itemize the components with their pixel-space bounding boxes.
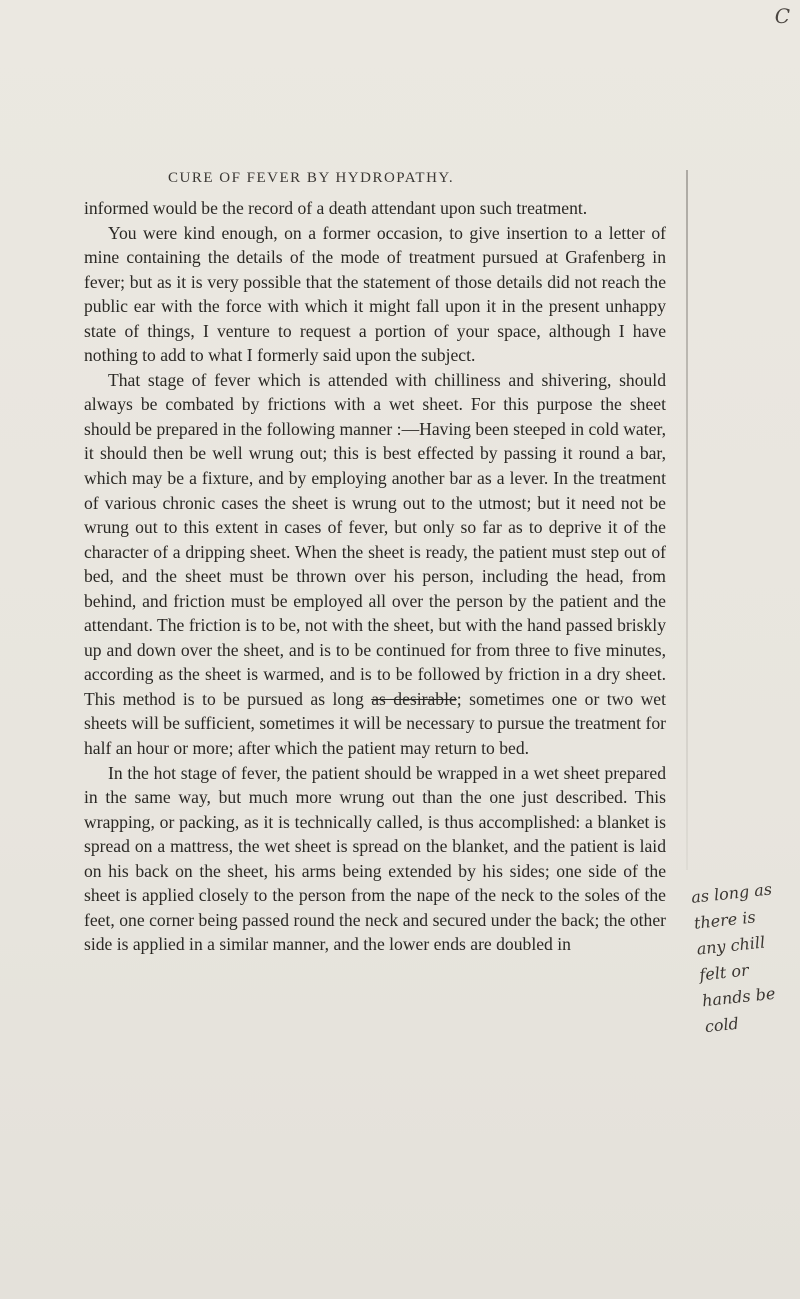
struck-text: as desirable [371,688,457,709]
note-line: any chill [695,932,766,959]
paragraph-3 [84,368,666,761]
paragraph-1: informed would be the record of a death attendant upon such treatment. [84,198,588,218]
running-header: CURE OF FEVER BY HYDROPATHY. [168,170,455,186]
paragraph-2: You were kind enough, on a former occasion, to give insertion to a letter of mine containing the details of the mode of treatment pursued at Grafenberg in fever; but as it is very possible that the statement of those details did not reach the public ear with the force with which it might fall upon it in the present unhappy state of things, I venture to request a portion of your space, although I have nothing to add to what I formerly said upon the subject. [84,222,666,366]
paragraph-3-text: That stage of fever which is attended with chilliness and shivering, should always be combated by frictions with a wet sheet. For this purpose the sheet should be prepared in the following manner :—Having been steeped in cold water, it should then be well wrung out; this is best effected by passing it round a bar, which may be a fixture, and by employing another bar as a lever. In the treatment of various chronic cases the sheet is wrung out to the utmost; but it need not be wrung out to this extent in cases of fever, but only so far as to deprive it of the character of a dripping sheet. When the sheet is ready, the patient must step out of bed, and the sheet must be thrown over his person, including the head, from behind, and friction must be employed all over the person by the patient and the attendant. The friction is to be, not with the sheet, but with the hand passed briskly up and down over the sheet, and is to be continued for from three to five minutes, according as the sheet is warmed, and is to be followed by friction in a dry sheet. This method is to be pursued as long [84,369,666,709]
margin-line [686,170,688,870]
note-line: felt or [698,960,750,985]
note-line: cold [703,1013,740,1037]
handwritten-margin-note [690,874,800,1041]
paragraph-3-text-after: ; sometimes one or two wet sheets will be sufficient, sometimes it will be necessary to pursue the treatment for half an hour or more; after which the patient may return to bed. [84,688,666,759]
body-text [84,196,666,957]
corner-annotation: C [774,4,790,28]
note-line: there is [693,907,757,933]
note-line: hands be [701,983,777,1011]
paragraph-4: In the hot stage of fever, the patient should be wrapped in a wet sheet prepared in the same way, but much more wrung out than the one just described. This wrapping, or packing, as it is technically called, is thus accomplished: a blanket is spread on a mattress, the wet sheet is spread on the blanket, and the patient is laid on his back on the sheet, his arms being extended by his sides; one side of the sheet is applied closely to the person from the nape of the neck to the soles of the feet, one corner being passed round the neck and secured under the back; the other side is applied in a similar manner, and the lower ends are doubled in [84,762,666,955]
note-line: as long as [690,879,773,907]
